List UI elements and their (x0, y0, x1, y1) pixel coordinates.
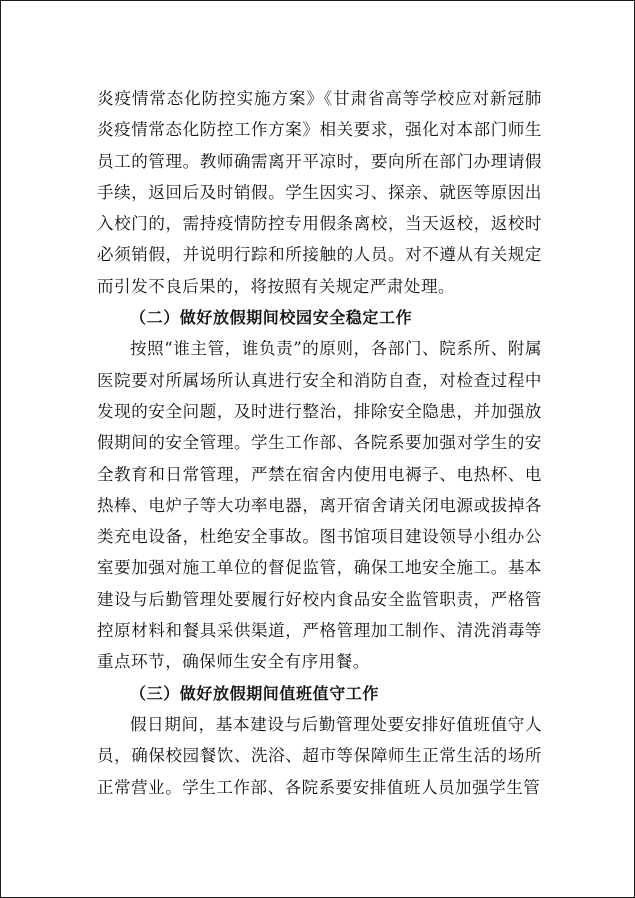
paragraph-duty: 假日期间，基本建设与后勤管理处要安排好值班值守人员，确保校园餐饮、洗浴、超市等保障师生正常生活的场所正常营业。学生工作部、各院系要安排值班人员加强学生管 (97, 714, 542, 797)
section-heading-2: （二）做好放假期间校园安全稳定工作 (130, 308, 413, 328)
section-heading-3: （三）做好放假期间值班值守工作 (130, 683, 380, 703)
paragraph-campus-safety: 按照“谁主管，谁负责”的原则，各部门、院系所、附属医院要对所属场所认真进行安全和消防自查，对检查过程中发现的安全问题，及时进行整治，排除安全隐患，并加强放假期间的安全管理。学生工作部、各院系要加强对学生的安全教育和日常管理，严禁在宿舍内使用电褥子、电热杯、电热棒、电炉子等大功率电器，离开宿舍请关闭电源或拔掉各类充电设备，杜绝安全事故。图书馆项目建设领导小组办公室要加强对施工单位的督促监管，确保工地安全施工。基本建设与后勤管理处要履行好校内食品安全监管职责，严格管控原材料和餐具采供渠道，严格管理加工制作、清洗消毒等重点环节，确保师生安全有序用餐。 (97, 339, 542, 672)
document-body (97, 83, 542, 803)
paragraph-continued: 炎疫情常态化防控实施方案》《甘肃省高等学校应对新冠肺炎疫情常态化防控工作方案》相关要求，强化对本部门师生员工的管理。教师确需离开平凉时，要向所在部门办理请假手续，返回后及时销假。学生因实习、探亲、就医等原因出入校门的，需持疫情防控专用假条离校，当天返校，返校时必须销假，并说明行踪和所接触的人员。对不遵从有关规定而引发不良后果的，将按照有关规定严肃处理。 (97, 89, 542, 296)
